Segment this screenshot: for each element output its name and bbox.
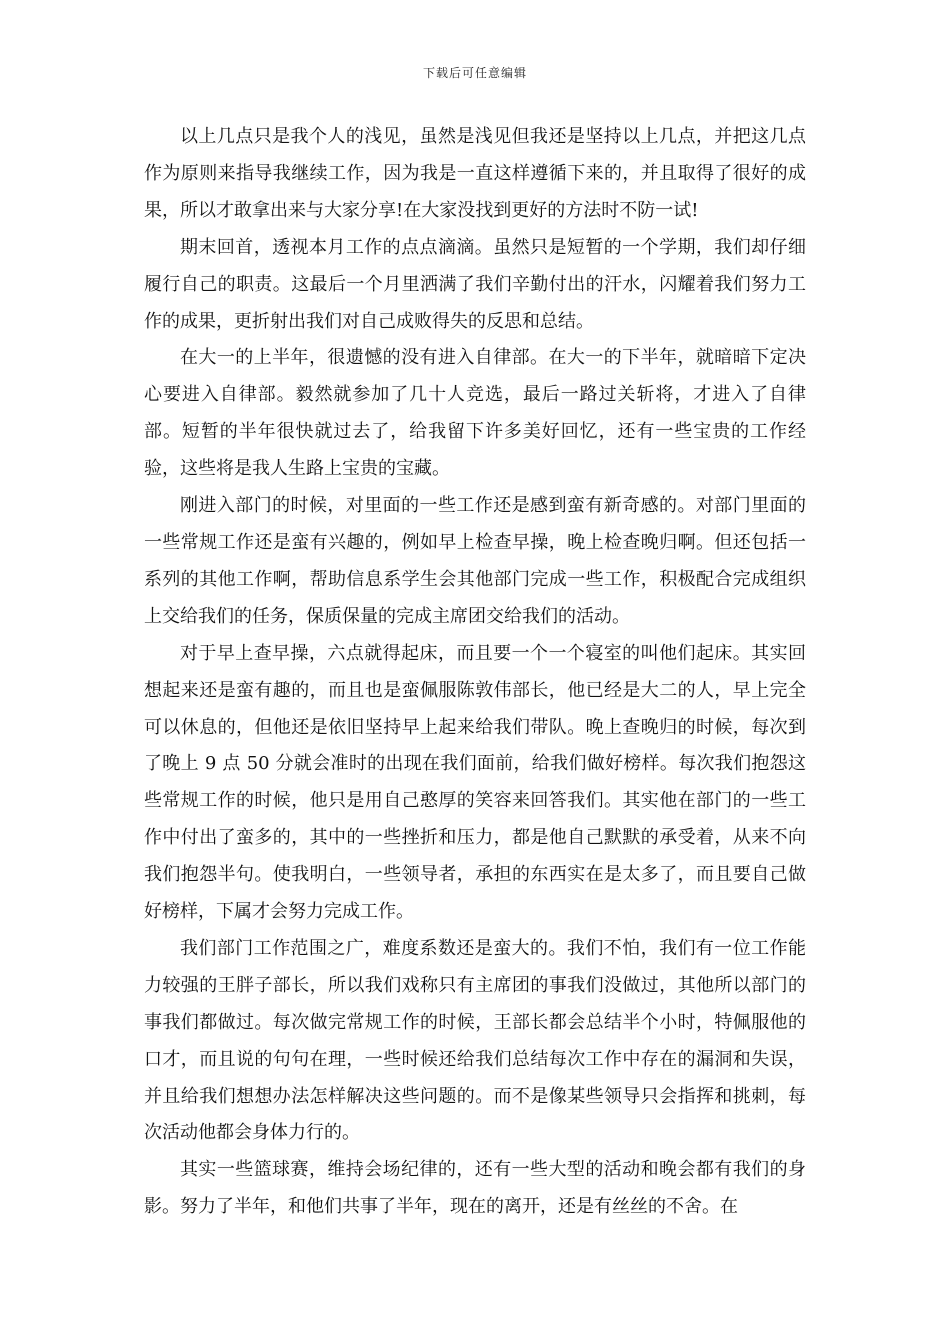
paragraph-6: 我们部门工作范围之广，难度系数还是蛮大的。我们不怕，我们有一位工作能力较强的王胖子部长，所以我们戏称只有主席团的事我们没做过，其他所以部门的事我们都做过。每次做完常规工作的时候，王部长都会总结半个小时，特佩服他的口才，而且说的句句在理，一些时候还给我们总结每次工作中存在的漏洞和失误，并且给我们想想办法怎样解决这些问题的。而不是像某些领导只会指挥和挑刺，每次活动他都会身体力行的。 xyxy=(144,937,806,1144)
paragraph-3: 在大一的上半年，很遗憾的没有进入自律部。在大一的下半年，就暗暗下定决心要进入自律部。毅然就参加了几十人竞选，最后一路过关斩将，才进入了自律部。短暂的半年很快就过去了，给我留下许多美好回忆，还有一些宝贵的工作经验，这些将是我人生路上宝贵的宝藏。 xyxy=(144,347,806,480)
paragraph-5: 对于早上查早操，六点就得起床，而且要一个一个寝室的叫他们起床。其实回想起来还是蛮有趣的，而且也是蛮佩服陈敦伟部长，他已经是大二的人，早上完全可以休息的，但他还是依旧坚持早上起来给我们带队。晚上查晚归的时候，每次到了晚上 9 点 50 分就会准时的出现在我们面前，给我们做好榜样。每次我们抱怨这些常规工作的时候，他只是用自己憨厚的笑容来回答我们。其实他在部门的一些工作中付出了蛮多的，其中的一些挫折和压力，都是他自己默默的承受着，从来不向我们抱怨半句。使我明白，一些领导者，承担的东西实在是太多了，而且要自己做好榜样，下属才会努力完成工作。 xyxy=(144,642,806,923)
document-body xyxy=(144,119,806,1226)
paragraph-7: 其实一些篮球赛，维持会场纪律的，还有一些大型的活动和晚会都有我们的身影。努力了半年，和他们共事了半年，现在的离开，还是有丝丝的不舍。在 xyxy=(144,1159,806,1218)
paragraph-4: 刚进入部门的时候，对里面的一些工作还是感到蛮有新奇感的。对部门里面的一些常规工作还是蛮有兴趣的，例如早上检查早操，晚上检查晚归啊。但还包括一系列的其他工作啊，帮助信息系学生会其他部门完成一些工作，积极配合完成组织上交给我们的任务，保质保量的完成主席团交给我们的活动。 xyxy=(144,495,806,627)
paragraph-2: 期末回首，透视本月工作的点点滴滴。虽然只是短暂的一个学期，我们却仔细履行自己的职责。这最后一个月里洒满了我们辛勤付出的汗水，闪耀着我们努力工作的成果，更折射出我们对自己成败得失的反思和总结。 xyxy=(144,236,806,332)
page-header-note: 下载后可任意编辑 xyxy=(422,66,527,80)
paragraph-1: 以上几点只是我个人的浅见，虽然是浅见但我还是坚持以上几点，并把这几点作为原则来指导我继续工作，因为我是一直这样遵循下来的，并且取得了很好的成果，所以才敢拿出来与大家分享!在大家没找到更好的方法时不防一试! xyxy=(144,126,806,221)
